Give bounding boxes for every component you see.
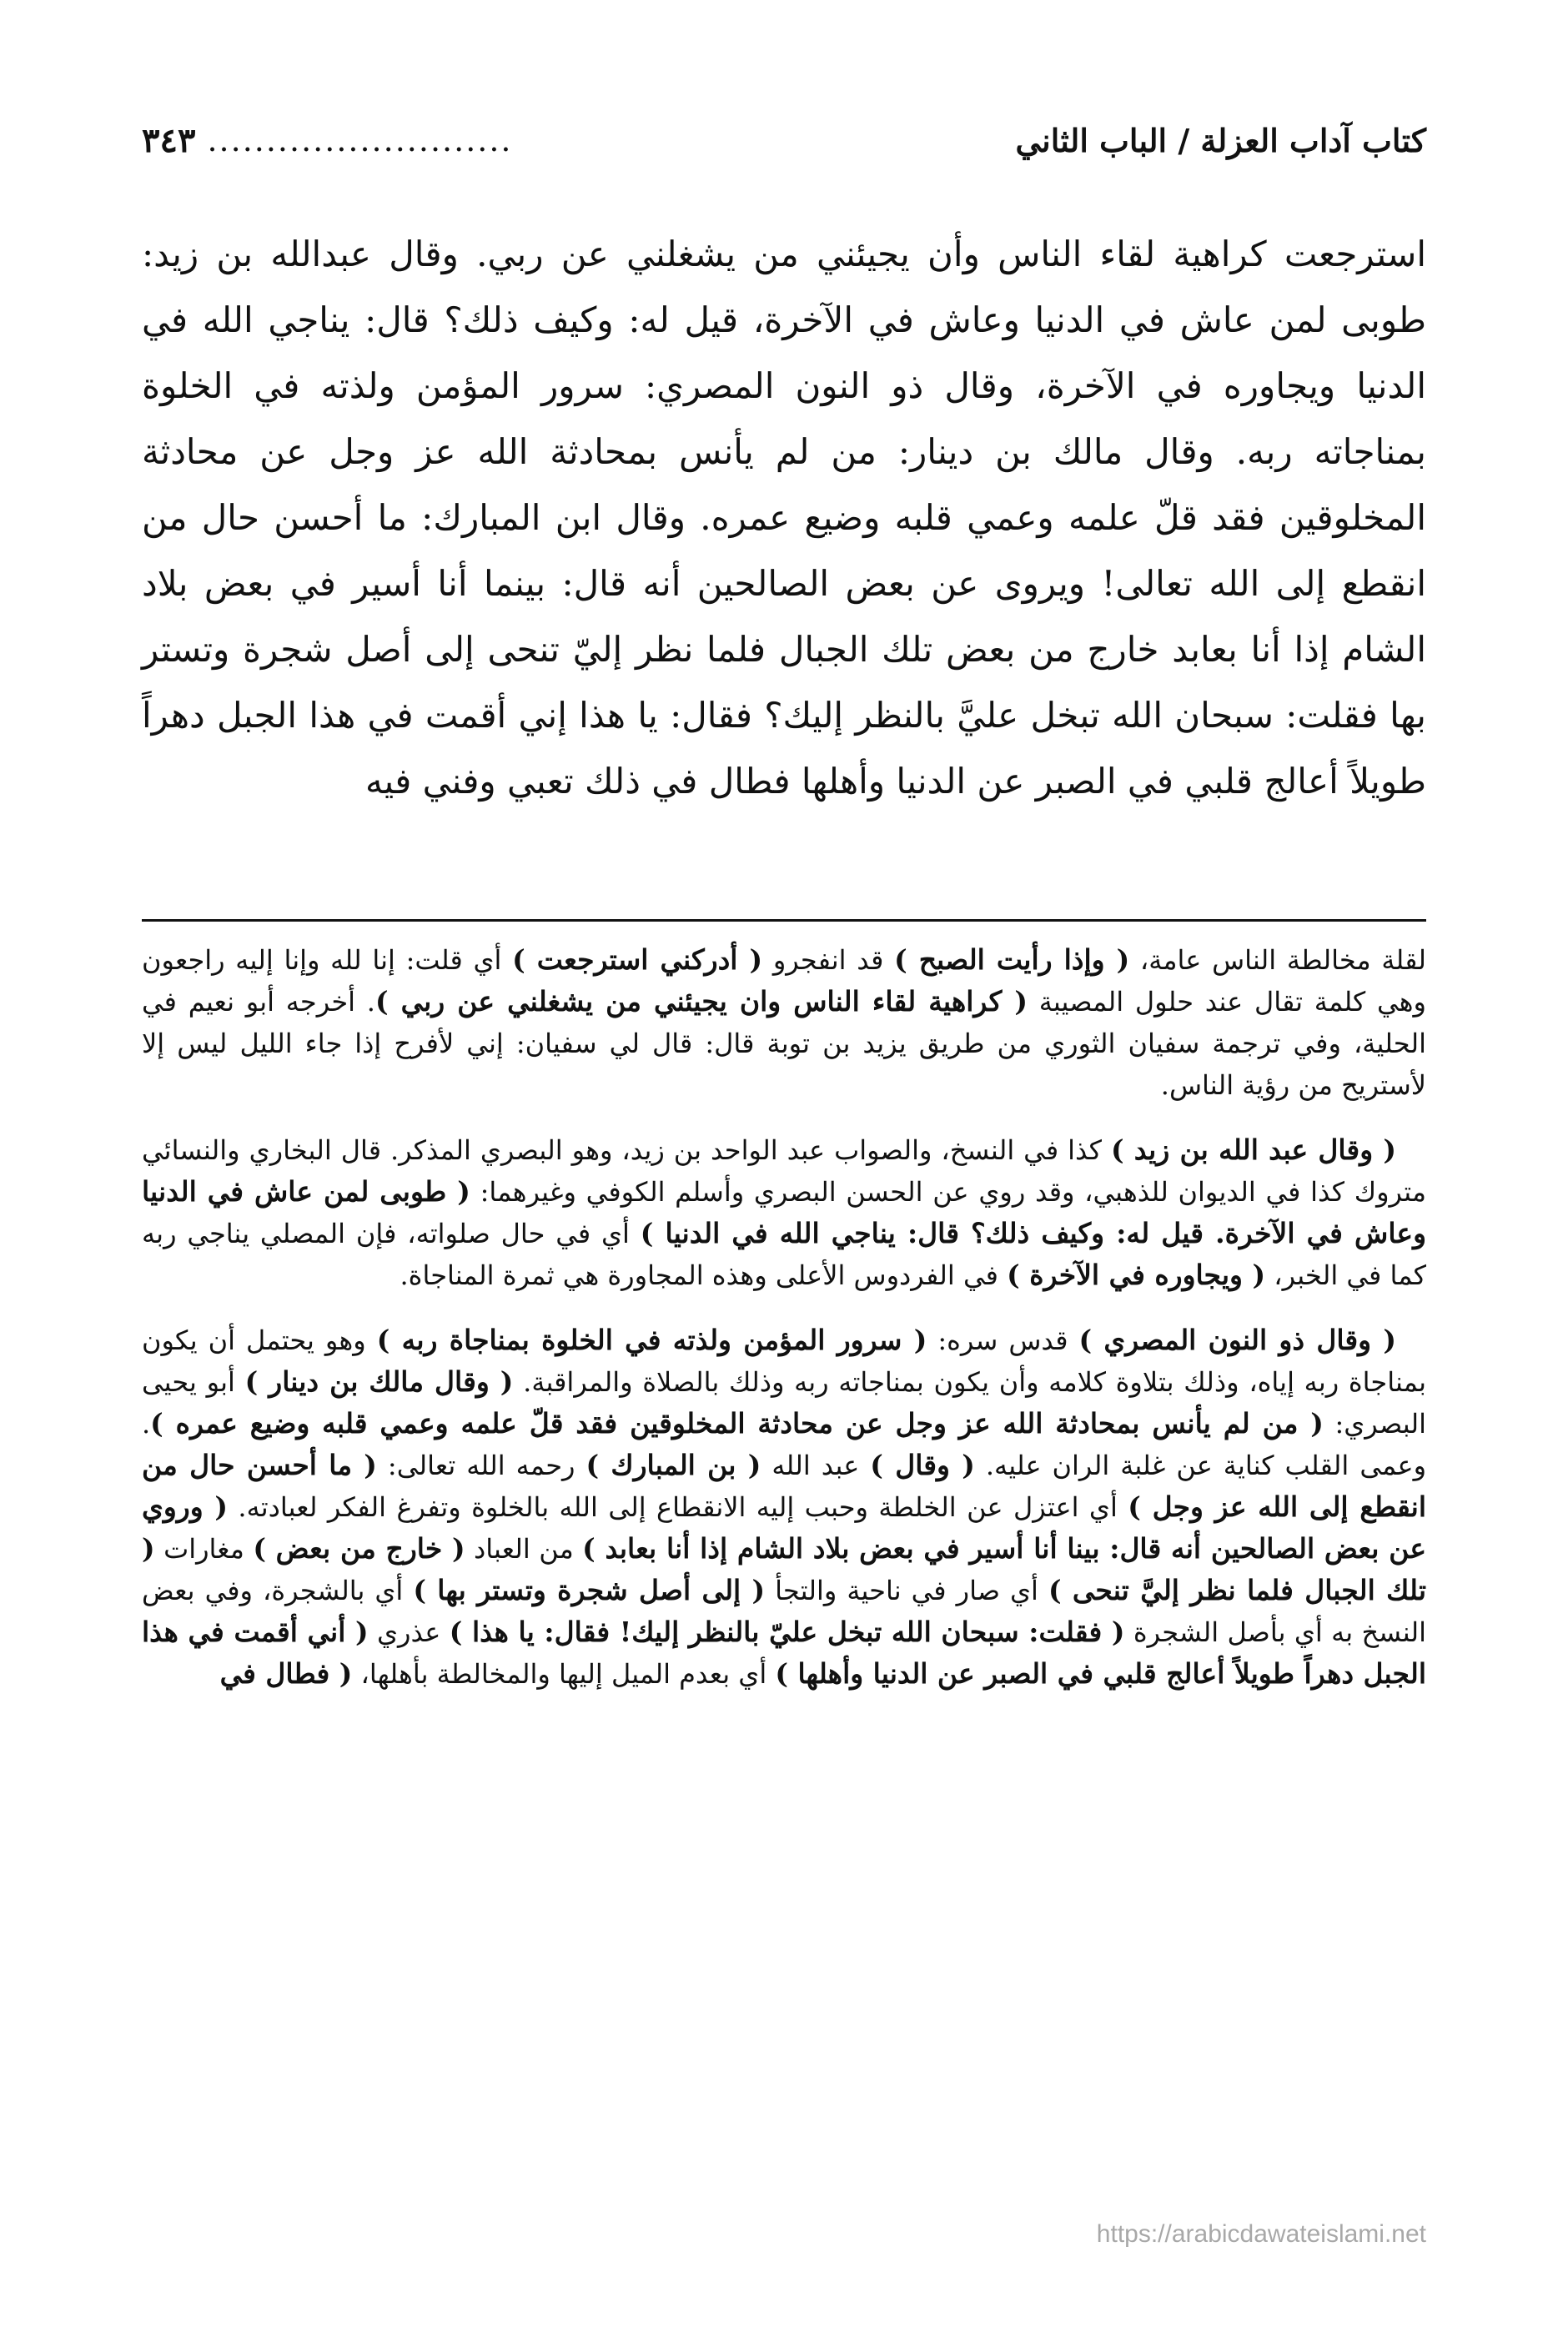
commentary-text: لقلة مخالطة الناس عامة، — [1129, 944, 1427, 976]
leader-dots: .......................... — [207, 122, 513, 158]
commentary-text: وهو يحتمل أن يكون بمناجاة ربه إياه، وذلك بتلاوة كلامه وأن يكون بمناجاته ربه وذلك بالصلاة والمراقبة. — [142, 1324, 1426, 1398]
commentary-text: أي بعدم الميل إليها والمخالطة بأهلها، — [352, 1658, 776, 1690]
quoted-phrase: ( وروي عن بعض الصالحين أنه قال: بينا أنا أسير في بعض بلاد الشام إذا أنا بعابد ) — [142, 1490, 1427, 1565]
quoted-phrase: ( فقلت: سبحان الله تبخل عليّ بالنظر إليك! فقال: يا هذا ) — [449, 1616, 1125, 1648]
quoted-phrase: ( خارج من بعض ) — [253, 1532, 465, 1565]
commentary-paragraph-2 — [142, 1129, 1426, 1296]
quoted-phrase: ( فطال في — [219, 1657, 353, 1690]
quoted-phrase: ( طوبى لمن عاش في الدنيا وعاش في الآخرة. قيل له: وكيف ذلك؟ قال: يناجي الله في الدنيا ) — [142, 1175, 1427, 1249]
commentary-text: كذا في النسخ، والصواب عبد الواحد بن زيد، وهو البصري المذكر. قال البخاري والنسائي متروك كذا في الديوان للذهبي، وقد روي عن الحسن البصري وأسلم الكوفي وغيرهما: — [142, 1134, 1427, 1208]
page-header — [142, 107, 1426, 173]
commentary-text: قد انفجرو — [762, 944, 895, 976]
commentary-text: . وعمى القلب كناية عن غلبة الران عليه. — [142, 1408, 1427, 1481]
commentary-text: رحمه الله تعالى: — [376, 1450, 586, 1481]
commentary-text: مغارات — [154, 1533, 254, 1565]
main-text-block: استرجعت كراهية لقاء الناس وأن يجيئني من يشغلني عن ربي. وقال عبدالله بن زيد: طوبى لمن عاش في الدنيا وعاش في الآخرة، قيل له: وكيف ذلك؟ قال: يناجي الله في الدنيا ويجاوره في الآخرة، وقال ذو النون المصري: سرور المؤمن ولذته في الخلوة بمناجاته ربه. وقال مالك بن دينار: من لم يأنس بمحادثة الله عز وجل عن محادثة المخلوقين فقد قلّ علمه وعمي قلبه وضيع عمره. وقال ابن المبارك: ما أحسن حال من انقطع إلى الله تعالى! ويروى عن بعض الصالحين أنه قال: بينما أنا أسير في بعض بلاد الشام إذا أنا بعابد خارج من بعض تلك الجبال فلما نظر إليّ تنحى إلى أصل شجرة وتستر بها فقلت: سبحان الله تبخل عليَّ بالنظر إليك؟ فقال: يا هذا إني أقمت في هذا الجبل دهراً طويلاً أعالج قلبي في الصبر عن الدنيا وأهلها فطال في ذلك تعبي وفني فيه — [142, 234, 1426, 802]
quoted-phrase: ( وقال عبد الله بن زيد ) — [1110, 1133, 1397, 1166]
commentary-text: . أخرجه أبو نعيم في الحلية، وفي ترجمة سفيان الثوري من طريق يزيد بن توبة قال: قال لي سفيان: إني لأفرح إذا جاء الليل ليس إلا لأستريح من رؤية الناس. — [142, 986, 1426, 1101]
page-number: ٣٤٣ — [142, 120, 196, 160]
quoted-phrase: ( أني أقمت في هذا الجبل دهراً طويلاً أعالج قلبي في الصبر عن الدنيا وأهلها ) — [142, 1616, 1426, 1690]
quoted-phrase: ( وقال ) — [870, 1449, 975, 1481]
quoted-phrase: ( وقال ذو النون المصري ) — [1078, 1324, 1397, 1356]
commentary-text: أي اعتزل عن الخلطة وحبب إليه الانقطاع إلى الله بالخلوة وتفرغ الفكر لعبادته. — [227, 1491, 1128, 1523]
footnote-divider — [142, 919, 1426, 922]
running-title: كتاب آداب العزلة / الباب الثاني — [1015, 121, 1426, 159]
commentary-text: قدس سره: — [927, 1324, 1079, 1356]
commentary-paragraph-3 — [142, 1319, 1426, 1695]
commentary-text: من العباد — [465, 1533, 583, 1565]
commentary-text: أي في حال صلواته، فإن المصلي يناجي ربه كما في الخبر، — [142, 1218, 1426, 1291]
commentary-text: عذري — [368, 1616, 450, 1648]
commentary-text: أي قلت: إنا لله وإنا إليه راجعون وهي كلمة تقال عند حلول المصيبة — [142, 944, 1427, 1018]
commentary-text: أي صار في ناحية والتجأ — [765, 1575, 1048, 1606]
quoted-phrase: ( سرور المؤمن ولذته في الخلوة بمناجاة ربه ) — [376, 1324, 927, 1356]
quoted-phrase: ( بن المبارك ) — [585, 1449, 761, 1481]
commentary-text: أي بالشجرة، وفي بعض النسخ به أي بأصل الشجرة — [142, 1575, 1427, 1648]
quoted-phrase: ( أدركني استرجعت ) — [512, 943, 763, 976]
quoted-phrase: ( وإذا رأيت الصبح ) — [894, 943, 1130, 976]
watermark-url: https://arabicdawateislami.net — [1096, 2220, 1426, 2248]
quoted-phrase: ( من لم يأنس بمحادثة الله عز وجل عن محادثة المخلوقين فقد قلّ علمه وعمي قلبه وضيع عمره ) — [150, 1407, 1324, 1440]
quoted-phrase: ( إلى أصل شجرة وتستر بها ) — [413, 1574, 766, 1606]
quoted-phrase: ( ويجاوره في الآخرة ) — [1007, 1259, 1266, 1291]
quoted-phrase: ( ما أحسن حال من انقطع إلى الله عز وجل ) — [142, 1449, 1426, 1523]
quoted-phrase: ( وقال مالك بن دينار ) — [244, 1365, 514, 1398]
commentary-text: عبد الله — [761, 1450, 871, 1481]
commentary-text: في الفردوس الأعلى وهذه المجاورة هي ثمرة المناجاة. — [400, 1259, 1008, 1291]
commentary-paragraph-1 — [142, 939, 1426, 1106]
header-number-group — [142, 121, 513, 160]
commentary-block — [142, 939, 1426, 1695]
quoted-phrase: ( كراهية لقاء الناس وان يجيئني من يشغلني عن ربي ) — [374, 985, 1028, 1018]
quoted-phrase: ( تلك الجبال فلما نظر إليَّ تنحى ) — [142, 1532, 1427, 1606]
commentary-text: أبو يحيى البصري: — [142, 1366, 1427, 1440]
